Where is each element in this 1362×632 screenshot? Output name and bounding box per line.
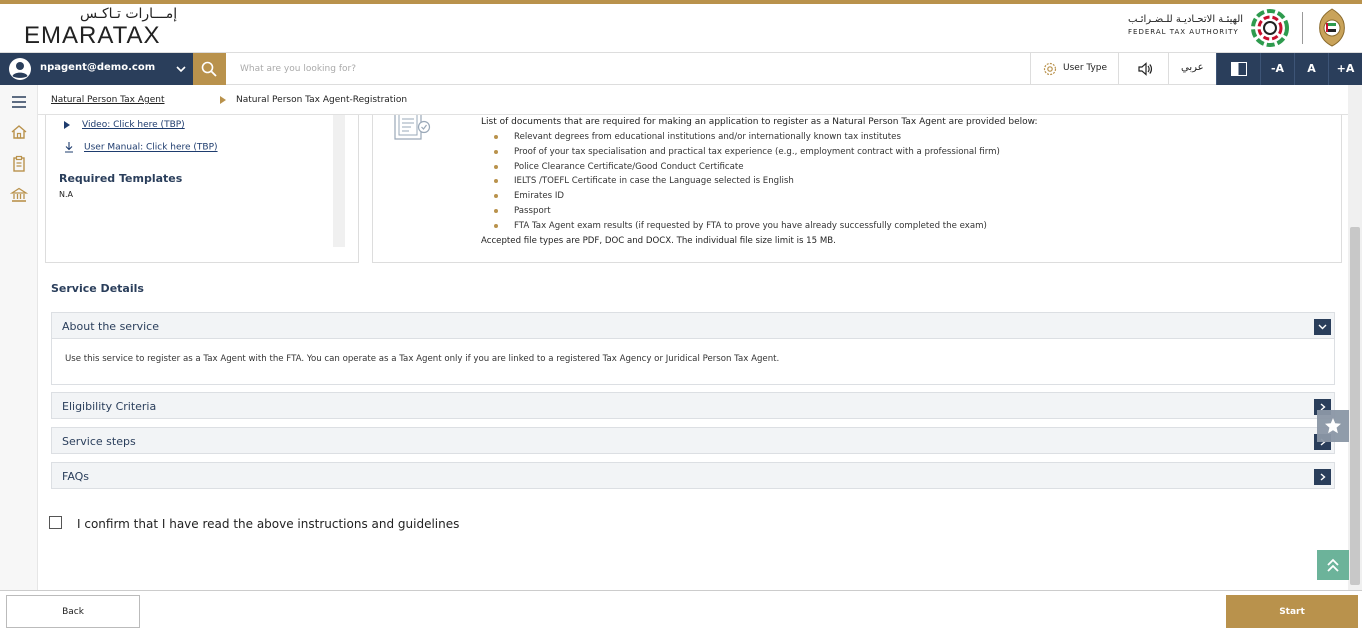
resources-panel [45,115,359,263]
bank-icon[interactable] [10,186,28,204]
font-increase-button[interactable]: +A [1328,53,1362,85]
accordion-eligibility-criteria[interactable] [51,392,1335,419]
chevron-down-icon [1318,323,1327,331]
document-item: IELTS /TOEFL Certificate in case the Language selected is English [481,174,1000,189]
accordion-about-body [51,339,1335,385]
play-icon [64,121,70,129]
accordion-about-label: About the service [62,320,159,333]
fta-name-english: FEDERAL TAX AUTHORITY [1128,28,1239,36]
document-item: Passport [481,204,1000,219]
top-toolbar [0,52,1362,85]
required-documents-panel [372,115,1342,263]
document-item: Relevant degrees from educational institutions and/or internationally known tax institutes [481,130,1000,145]
home-icon[interactable] [10,123,28,141]
documents-intro: List of documents that are required for making an application to register as a Natural Person Tax Agent are provided below: [481,117,1038,127]
contrast-icon [1231,62,1247,76]
breadcrumb-current: Natural Person Tax Agent-Registration [236,95,408,105]
document-item: Proof of your tax specialisation and practical tax experience (e.g., employment contract with a professional firm) [481,145,1000,160]
accordion-faqs-label: FAQs [62,470,90,483]
clipboard-icon[interactable] [10,155,28,173]
scroll-to-top-button[interactable] [1317,550,1349,580]
font-decrease-button[interactable]: -A [1260,53,1294,85]
fta-logo-icon [1250,8,1290,48]
speaker-icon [1137,61,1153,77]
document-item: Police Clearance Certificate/Good Conduct Certificate [481,160,1000,175]
document-check-icon [391,115,433,143]
about-service-text: Use this service to register as a Tax Agent with the FTA. You can operate as a Tax Agent only if you are linked to a registered Tax Agency or Juridical Person Tax Agent. [65,354,780,364]
page-scrollbar-thumb[interactable] [1350,227,1360,585]
accordion-service-steps[interactable] [51,427,1335,454]
document-item: FTA Tax Agent exam results (if requested by FTA to prove you have already successfully completed the exam) [481,219,1000,234]
required-templates-title: Required Templates [59,172,183,185]
chevron-down-icon [175,63,187,75]
documents-list [481,130,1000,234]
text-to-speech-button[interactable] [1118,53,1168,85]
emaratax-logo: EMARATAX [24,22,161,49]
user-type-button[interactable] [1030,53,1118,85]
header-divider [1302,12,1303,44]
site-header [0,4,1362,52]
search-input[interactable] [230,57,1020,81]
required-templates-value: N.A [59,190,73,199]
side-navigation [0,85,38,590]
accordion-expand-toggle[interactable] [1314,469,1331,485]
search-button[interactable] [193,53,226,85]
download-icon [64,141,74,153]
accordion-eligibility-label: Eligibility Criteria [62,400,157,413]
language-arabic-button[interactable] [1168,53,1216,85]
start-button[interactable]: Start [1226,595,1358,628]
breadcrumb [38,85,1348,115]
confirm-checkbox[interactable] [49,516,62,529]
favourite-button[interactable] [1317,410,1349,442]
user-manual-link[interactable] [64,141,218,153]
breadcrumb-parent-link[interactable]: Natural Person Tax Agent [51,95,165,105]
star-icon [1324,417,1342,435]
accordion-faqs[interactable] [51,462,1335,489]
user-avatar-icon [8,57,32,81]
video-link-label: Video: Click here (TBP) [82,120,185,130]
user-account-menu[interactable] [0,53,193,85]
arabic-label: عربي [1181,62,1204,73]
service-details-title: Service Details [51,282,144,295]
fta-name-arabic: الهيئـة الاتحـاديـة للـضـرائـب [1128,14,1244,25]
double-chevron-up-icon [1326,557,1340,573]
user-email: npagent@demo.com [40,62,156,73]
uae-emblem-icon [1312,6,1352,48]
search-icon [201,61,217,77]
accordion-about-service[interactable] [51,312,1335,339]
back-button[interactable]: Back [6,595,140,628]
gear-icon [1043,62,1057,76]
font-normal-button[interactable]: A [1294,53,1328,85]
user-type-label: User Type [1063,63,1108,73]
accordion-steps-label: Service steps [62,435,136,448]
document-item: Emirates ID [481,189,1000,204]
action-footer [0,590,1362,632]
contrast-toggle-button[interactable] [1216,53,1260,85]
accepted-file-types: Accepted file types are PDF, DOC and DOCX. The individual file size limit is 15 MB. [481,236,836,246]
hamburger-menu-icon[interactable] [10,93,28,111]
user-manual-link-label: User Manual: Click here (TBP) [84,142,218,153]
accordion-collapse-toggle[interactable] [1314,319,1331,335]
page-scrollbar[interactable] [1348,85,1362,590]
confirm-label: I confirm that I have read the above instructions and guidelines [77,517,460,531]
panel-scrollbar[interactable] [333,115,345,247]
breadcrumb-separator-icon [220,96,226,104]
video-link[interactable] [64,120,185,130]
emaratax-logo-arabic: إمـــارات تـاكـس [80,6,178,22]
chevron-right-icon [1318,473,1327,481]
